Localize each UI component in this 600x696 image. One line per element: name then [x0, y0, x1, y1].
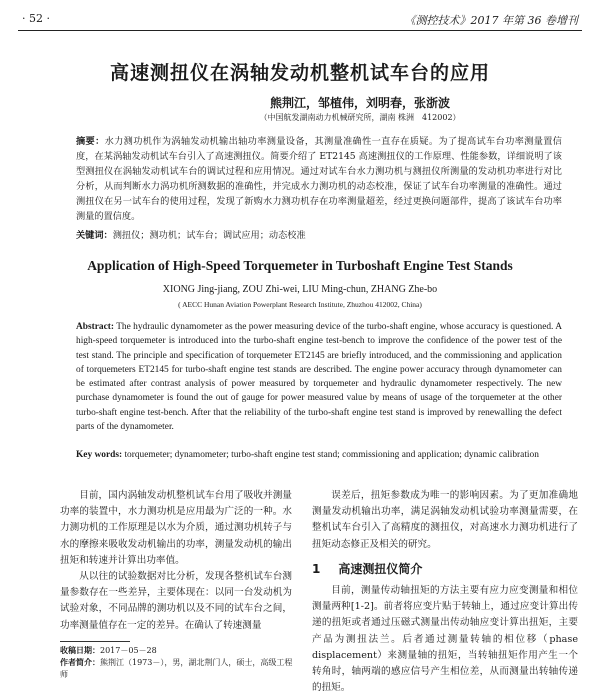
page-number: · 52 · — [22, 12, 50, 25]
keywords-en — [76, 448, 562, 462]
footnote — [60, 645, 300, 681]
body-paragraph: 从以往的试验数据对比分析，发现各整机试车台测量参数存在一些差异，主要体现在：以同一台发动机为试验对象，不同品牌的测功机以及不同的试车台之间，功率测量值存在一定的差异。在确认了转速测量 — [60, 571, 292, 631]
keywords-cn-label: 关键词： — [76, 230, 113, 241]
body-paragraph: 目前，测量传动轴扭矩的方法主要有应力应变测量和相位测量两种[1-2]。前者将应变片贴于转轴上，通过应变计算出传递的扭矩或者通过压磁式测量出传动轴应变计算出扭矩，主要产品为测扭法兰。后者通过测量转轴的相位移（phase displacement）来测量轴的扭矩，当转轴扭矩作用产生一个转角时，轴两端的感应信号产生相位差，从而测量出转轴传递的扭矩。 — [312, 585, 578, 694]
affiliation-cn: （中国航发湖南动力机械研究所，湖南 株洲 412002） — [259, 113, 461, 122]
received-date: 2017－05－28 — [100, 646, 157, 655]
body-paragraph: 误差后，扭矩参数成为唯一的影响因素。为了更加准确地测量发动机输出功率，满足涡轴发动机试验功率测量需要，在整机试车台引入了高精度的测扭仪，对高速水力测功机进行了扭矩动态修正及相关的研究。 — [312, 490, 578, 550]
abstract-en-label: Abstract: — [76, 322, 115, 332]
keywords-en-label: Key words: — [76, 450, 123, 460]
keywords-cn — [76, 228, 562, 243]
author-bio: 熊荆江（1973－），男，湖北荆门人，硕士，高级工程师 — [60, 658, 293, 679]
body-right-column — [312, 488, 578, 696]
affiliation-en: ( AECC Hunan Aviation Powerplant Research Institute, Zhuzhou 412002, China) — [178, 300, 422, 309]
body-left-column — [60, 488, 292, 634]
article-title-en: Application of High-Speed Torquemeter in Turboshaft Engine Test Stands — [87, 258, 513, 273]
received-label: 收稿日期： — [60, 646, 100, 655]
body-paragraph: 目前，国内涡轴发动机整机试车台用了吸收并测量功率的装置中，水力测功机是应用最为广泛的一种。水力测功机的工作原理是以水为介质，通过测功机转子与水的摩擦来吸收发动机输出的功率，测量发动机的输出扭矩和转速并计算出功率值。 — [60, 490, 292, 566]
abstract-cn-label: 摘要： — [76, 136, 105, 147]
abstract-cn — [76, 134, 562, 224]
author-bio-line — [60, 657, 300, 681]
abstract-en — [76, 320, 562, 434]
authors-en: XIONG Jing-jiang, ZOU Zhi-wei, LIU Ming-chun, ZHANG Zhe-bo — [162, 284, 438, 295]
journal-header: 《测控技术》2017 年第 36 卷增刊 — [404, 14, 578, 27]
section-title: 高速测扭仪简介 — [338, 561, 423, 576]
article-title-cn: 高速测扭仪在涡轴发动机整机试车台的应用 — [109, 62, 490, 84]
keywords-en-text: torquemeter; dynamometer; turbo-shaft engine test stand; commissioning and application; dynamic calibration — [124, 450, 539, 460]
abstract-cn-text: 水力测功机作为涡轴发动机输出轴功率测量设备，其测量准确性一直存在质疑。为了提高试车台功率测量置信度，在某涡轴发动机试车台引入了高速测扭仪。简要介绍了 ET2145 高速测扭仪的工作原理、性能参数，详细说明了该型测扭仪在涡轴发动机试车台的调试过程和应用情况。通过对试车台水力测功机与测扭仪所测量的发动机功率进行对比分析，从而判断水力涡功机所测数据的准确性，并完成水力测功机的动态校准，保证了试车台功率测量的准确性。通过测扭仪在另一试车台的使用过程，发现了新购水力测功机存在功率测量超差，经过更换问题部件，提高了该试车台功率测量的置信度。 — [76, 136, 562, 222]
authors-cn: 熊荆江，邹植伟，刘明春，张浙波 — [269, 96, 450, 110]
section-heading — [312, 561, 578, 577]
header-rule — [18, 30, 582, 31]
keywords-cn-text: 测扭仪；测功机；试车台；调试应用；动态校准 — [112, 230, 306, 241]
footnote-rule — [60, 641, 130, 642]
received-date-line — [60, 645, 300, 657]
abstract-en-text: The hydraulic dynamometer as the power measuring device of the turbo-shaft engine, whose accuracy is questioned. A high-speed torquemeter is introduced into the turbo-shaft engine test-bench to improve the confidence of the power test of the test stand. The principle and specification of torquemeter ET2145 are briefly introduced, and the commissioning and application of torquemeters ET2145 for turbo-shaft engine test stands are described. The engine power accuracy through dynamometer can be estimated after contrast analysis of power measured by torquemeter and hydraulic dynamometer respectively. The new purchase dynamometer is found the out of gauge for power measured value by means of usage of the torquemeter at the other turbo-shaft engine test-bench. After that the reliability of the turbo-shaft engine test stand is improved by renewalling the defect parts of the dynamometer. — [76, 322, 562, 433]
section-number: 1 — [312, 561, 321, 576]
author-bio-label: 作者简介： — [60, 658, 100, 667]
